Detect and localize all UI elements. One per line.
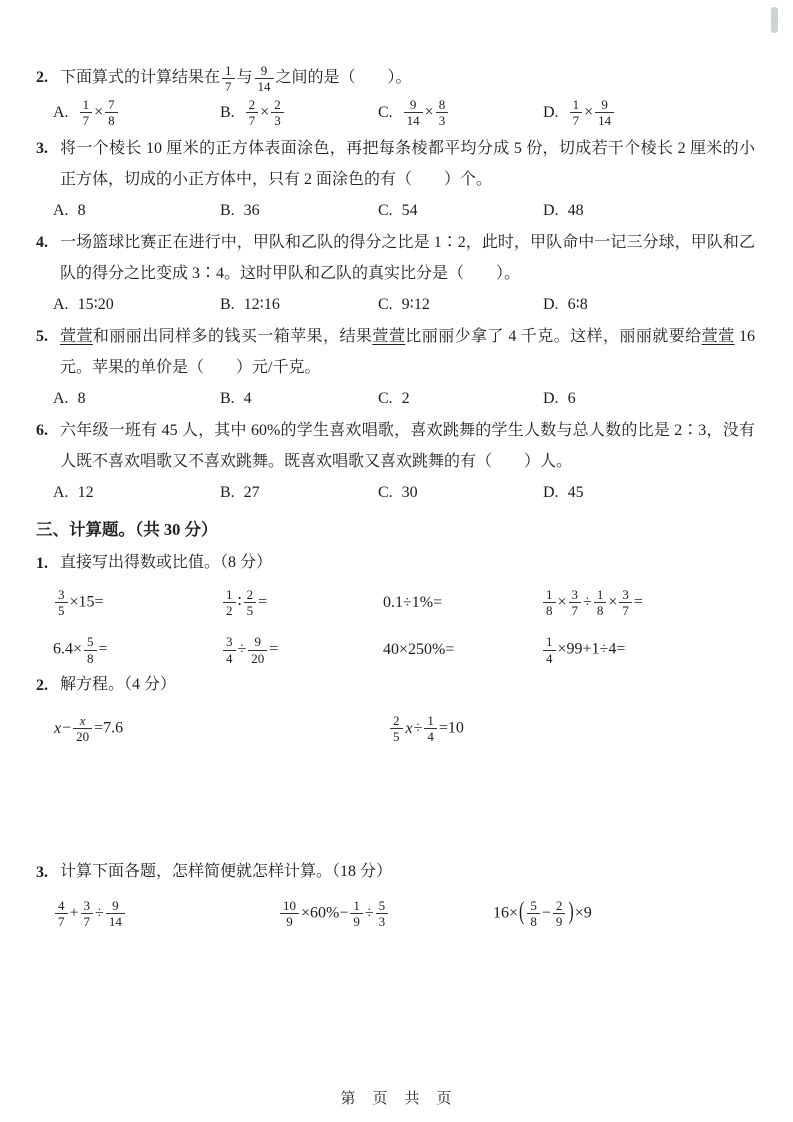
equation: $\frac{2}{5}$ x÷ $\frac{1}{4}$ =10	[388, 713, 755, 745]
option-d	[543, 292, 755, 317]
option-label: D.	[543, 389, 559, 407]
question-3	[36, 133, 755, 223]
question-5	[36, 321, 755, 411]
option-value: 36	[243, 201, 260, 219]
option-label: B.	[220, 483, 235, 501]
mental-calc-grid	[53, 587, 755, 666]
option-label: A.	[53, 389, 69, 407]
simplify-grid	[53, 898, 755, 930]
question-2	[36, 62, 755, 129]
option-label: B.	[220, 389, 235, 407]
calc-expression: $\frac{1}{4}$ ×99+1÷4=	[541, 634, 755, 666]
option-c	[378, 97, 543, 129]
option-value: 2	[401, 389, 410, 407]
option-d	[543, 97, 755, 129]
option-a	[53, 97, 220, 129]
option-value: 12∶16	[243, 295, 280, 313]
equations-grid	[53, 713, 755, 745]
option-b	[220, 198, 378, 223]
option-value: 4	[243, 389, 252, 407]
option-b	[220, 97, 378, 129]
calc-expression: 40×250%=	[383, 641, 455, 659]
question-6	[36, 415, 755, 505]
question-number: 3.	[36, 139, 48, 157]
page-footer-text: 第 页 共 页	[340, 1091, 453, 1107]
subquestion-title: 解方程。（4 分）	[60, 676, 177, 694]
options-row	[53, 480, 755, 505]
subquestion-1	[36, 548, 755, 666]
question-number: 4.	[36, 233, 48, 251]
subquestion-title: 直接写出得数或比值。（8 分）	[60, 553, 273, 571]
option-c	[378, 292, 543, 317]
calc-expression: $\frac{1}{8}$ × $\frac{3}{7}$ ÷ $\frac{1}{8}$ × $\frac{3}{7}$ =	[541, 587, 755, 619]
option-value: 27	[243, 483, 260, 501]
option-value: 8	[77, 201, 86, 219]
option-b	[220, 386, 378, 411]
subquestion-number: 3.	[36, 863, 48, 881]
option-label: C.	[378, 104, 393, 122]
question-number: 2.	[36, 69, 48, 86]
subquestion-title: 计算下面各题，怎样简便就怎样计算。（18 分）	[60, 862, 393, 880]
calc-expression: $\frac{1}{2}$ ∶ $\frac{2}{5}$ =	[221, 587, 383, 619]
equation: x− $\frac{x}{20}$ =7.6	[54, 713, 124, 745]
subquestion-3	[36, 857, 755, 930]
option-a	[53, 198, 220, 223]
option-label: C.	[378, 201, 393, 219]
section-title: 三、计算题。（共 30 分）	[36, 519, 218, 539]
calc-expression: $\frac{3}{5}$ ×15=	[53, 587, 221, 619]
option-label: D.	[543, 483, 559, 501]
option-label: D.	[543, 295, 559, 313]
subquestion-number: 2.	[36, 677, 48, 695]
option-b	[220, 292, 378, 317]
option-label: A.	[53, 483, 69, 501]
simplify-expression: $\frac{4}{7}$ + $\frac{3}{7}$ ÷ $\frac{9}{14}$	[53, 898, 278, 930]
calc-expression: 0.1÷1%=	[383, 593, 443, 611]
scrollbar-thumb[interactable]	[771, 7, 778, 33]
question-stem: 一场篮球比赛正在进行中，甲队和乙队的得分之比是 1∶2，此时，甲队命中一记三分球，甲队和乙队的得分之比变成 3∶4。这时甲队和乙队的真实比分是（ ）。	[60, 233, 755, 282]
option-value: 30	[401, 483, 418, 501]
option-value: 45	[567, 483, 584, 501]
option-label: A.	[53, 104, 69, 122]
options-row	[53, 292, 755, 317]
subquestion-2	[36, 670, 755, 745]
options-row	[53, 97, 755, 129]
option-a	[53, 386, 220, 411]
question-number: 5.	[36, 327, 48, 345]
simplify-expression: 16×( $\frac{5}{8}$ − $\frac{2}{9}$ )×9	[493, 897, 592, 930]
calc-expression: $\frac{3}{4}$ ÷ $\frac{9}{20}$ =	[221, 634, 383, 666]
option-label: C.	[378, 295, 393, 313]
option-d	[543, 386, 755, 411]
option-value: 9∶12	[401, 295, 430, 313]
question-stem: 六年级一班有 45 人，其中 60%的学生喜欢唱歌，喜欢跳舞的学生人数与总人数的比是 2∶3，没有人既不喜欢唱歌又不喜欢跳舞。既喜欢唱歌又喜欢跳舞的有（ ）人。	[60, 421, 755, 470]
option-c	[378, 198, 543, 223]
option-b	[220, 480, 378, 505]
option-label: A.	[53, 295, 69, 313]
option-label: C.	[378, 389, 393, 407]
options-row	[53, 198, 755, 223]
option-value: 48	[567, 201, 584, 219]
question-stem: 萱萱和丽丽出同样多的钱买一箱苹果，结果萱萱比丽丽少拿了 4 千克。这样，丽丽就要给萱萱 16 元。苹果的单价是（ ）元/千克。	[60, 327, 755, 376]
question-4	[36, 227, 755, 317]
option-a	[53, 292, 220, 317]
option-value: 6∶8	[567, 295, 588, 313]
option-label: B.	[220, 104, 235, 122]
option-value: 54	[401, 201, 418, 219]
option-label: D.	[543, 104, 559, 122]
option-d	[543, 480, 755, 505]
option-value: 12	[77, 483, 94, 501]
option-value: 15∶20	[77, 295, 114, 313]
option-value: 8	[77, 389, 86, 407]
calc-expression: 6.4× $\frac{5}{8}$ =	[53, 634, 108, 666]
option-label: C.	[378, 483, 393, 501]
question-stem: 将一个棱长 10 厘米的正方体表面涂色，再把每条棱都平均分成 5 份，切成若干个棱长 2 厘米的小正方体，切成的小正方体中，只有 2 面涂色的有（ ）个。	[60, 139, 755, 188]
options-row	[53, 386, 755, 411]
option-value: $\frac{1}{7}$ × $\frac{7}{8}$	[78, 97, 120, 129]
option-label: A.	[53, 201, 69, 219]
option-label: D.	[543, 201, 559, 219]
question-stem: 下面算式的计算结果在 $\frac{1}{7}$ 与 $\frac{9}{14}$ 之间的是（ ）。	[60, 62, 412, 94]
option-value: $\frac{1}{7}$ × $\frac{9}{14}$	[568, 97, 617, 129]
option-value: 6	[567, 389, 576, 407]
option-value: $\frac{2}{7}$ × $\frac{2}{3}$	[244, 97, 286, 129]
option-label: B.	[220, 295, 235, 313]
option-a	[53, 480, 220, 505]
subquestion-number: 1.	[36, 554, 48, 572]
question-number: 6.	[36, 421, 48, 439]
option-value: $\frac{9}{14}$ × $\frac{8}{3}$	[402, 97, 451, 129]
page-footer	[0, 1087, 793, 1108]
option-c	[378, 480, 543, 505]
option-c	[378, 386, 543, 411]
option-label: B.	[220, 201, 235, 219]
simplify-expression: $\frac{10}{9}$ ×60%− $\frac{1}{9}$ ÷ $\frac{5}{3}$	[278, 898, 493, 930]
option-d	[543, 198, 755, 223]
